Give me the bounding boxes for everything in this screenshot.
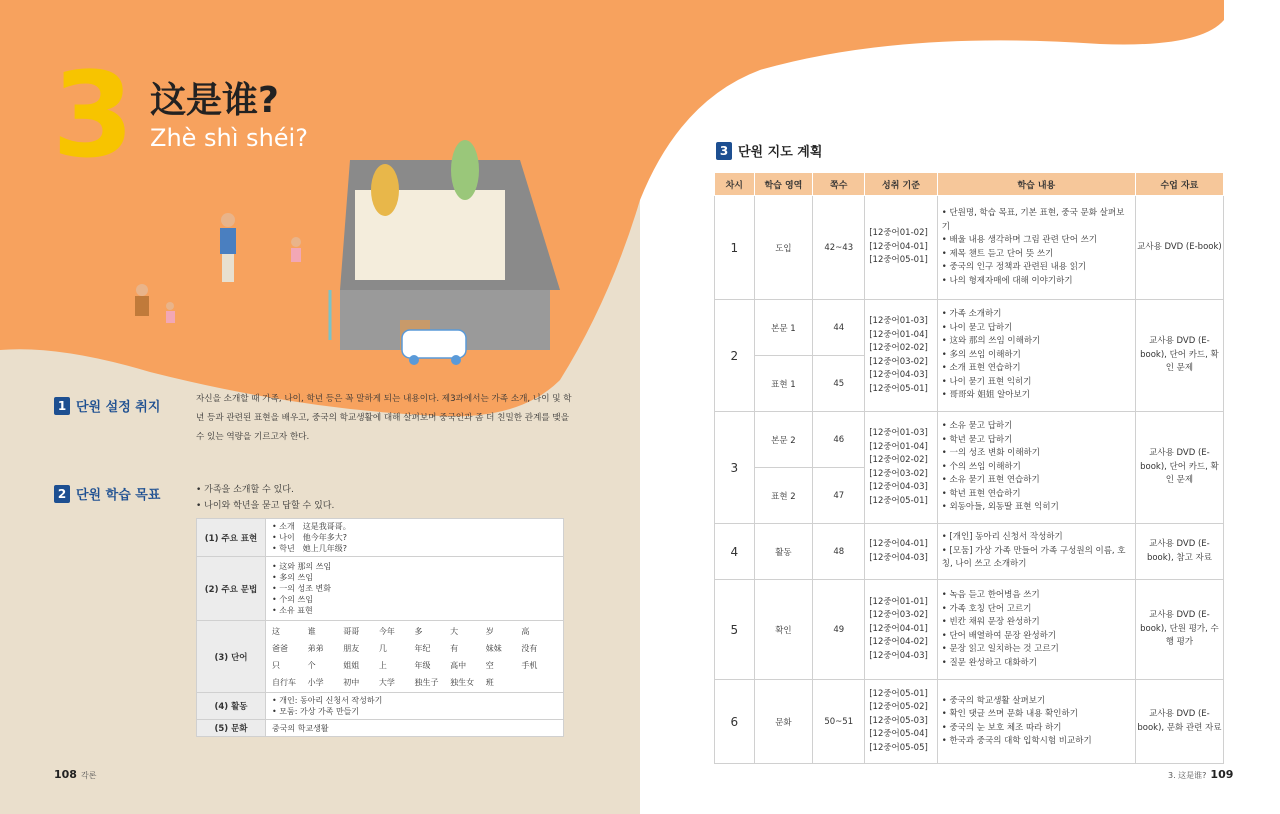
vocab-word: 没有 xyxy=(521,643,538,653)
content-item: • 단원명, 학습 목표, 기본 표현, 중국 문화 살펴보기 xyxy=(942,207,1131,234)
row-content xyxy=(266,621,564,693)
table-row xyxy=(715,196,1224,300)
materials-cell: 교사용 DVD (E-book), 참고 자료 xyxy=(1135,524,1223,580)
content-item: • 나이 묻기 표현 익히기 xyxy=(942,376,1131,390)
content-item: • 这와 那의 쓰임 이해하기 xyxy=(942,335,1131,349)
standard-code: [12중어04-03] xyxy=(869,370,928,380)
session-cell: 2 xyxy=(715,300,755,412)
standard-code: [12중어04-03] xyxy=(869,650,928,661)
unit-number: 3 xyxy=(52,46,135,184)
area-cell: 표현 2 xyxy=(754,468,813,524)
row-label: (2) 주요 문법 xyxy=(197,557,266,621)
vocab-word: 小学 xyxy=(307,677,324,687)
pages-cell: 49 xyxy=(813,580,865,680)
standard-code: [12중어01-04] xyxy=(869,441,928,452)
vocab-word: 年纪 xyxy=(414,643,431,653)
content-item: • [개인] 동아리 신청서 작성하기 xyxy=(942,531,1131,545)
content-item: • 중국의 인구 정책과 관련된 내용 읽기 xyxy=(942,261,1131,275)
section-number: 1 xyxy=(54,397,70,415)
table-row xyxy=(197,519,564,557)
content-item: • 단어 배열하여 문장 완성하기 xyxy=(942,630,1131,644)
table-row xyxy=(715,412,1224,468)
vocab-word: 只 xyxy=(272,660,280,670)
vocab-word: 有 xyxy=(450,643,459,653)
row-content xyxy=(266,557,564,621)
standard-code: [12중어04-01] xyxy=(869,241,928,252)
page-label: 3. 这是谁? xyxy=(1168,771,1207,780)
vocab-word: 独生女 xyxy=(450,677,475,687)
content-item: • 학년 표현 연습하기 xyxy=(942,488,1131,502)
materials-cell: 교사용 DVD (E-book) xyxy=(1135,196,1223,300)
goal-item: • 가족을 소개할 수 있다. xyxy=(196,482,334,498)
vocab-word: 年级 xyxy=(414,660,431,670)
content-item: • 가족 호칭 단어 고르기 xyxy=(942,603,1131,617)
list-item: • 개인: 동아리 신청서 작성하기 xyxy=(272,695,557,706)
content-item: • 가족 소개하기 xyxy=(942,308,1131,322)
standard-code: [12중어02-02] xyxy=(869,455,928,465)
content-item: • 소개 표현 연습하기 xyxy=(942,362,1131,376)
vocab-word: 上 xyxy=(378,660,387,670)
standards-cell xyxy=(865,300,938,412)
row-label: (4) 활동 xyxy=(197,693,266,720)
row-label: (3) 단어 xyxy=(197,621,266,693)
table-row xyxy=(715,300,1224,356)
row-content xyxy=(266,693,564,720)
vocab-word: 几 xyxy=(378,643,387,653)
standard-code: [12중어01-04] xyxy=(869,329,928,340)
standard-code: [12중어04-01] xyxy=(869,539,928,549)
table-row xyxy=(197,720,564,737)
list-item: • 학년 她上几年级? xyxy=(272,543,557,554)
session-cell: 6 xyxy=(715,680,755,764)
section-1-heading xyxy=(54,396,160,415)
unit-pinyin: Zhè shì shéi? xyxy=(150,124,308,152)
area-cell: 본문 1 xyxy=(754,300,813,356)
vocab-word: 姐姐 xyxy=(343,660,360,670)
standards-cell xyxy=(865,412,938,524)
page-number: 109 xyxy=(1210,768,1234,781)
content-cell xyxy=(937,196,1135,300)
section-number: 3 xyxy=(716,142,732,160)
standard-code: [12중어01-02] xyxy=(869,228,928,239)
goal-item: • 나이와 학년을 묻고 답할 수 있다. xyxy=(196,498,334,514)
standards-cell xyxy=(865,680,938,764)
unit-content-table xyxy=(196,518,564,737)
session-cell: 3 xyxy=(715,412,755,524)
column-header: 성취 기준 xyxy=(865,173,938,196)
vocab-word: 大 xyxy=(450,626,459,636)
standard-code: [12중어03-02] xyxy=(869,468,928,479)
table-row xyxy=(197,621,564,693)
content-cell xyxy=(937,524,1135,580)
row-content xyxy=(266,519,564,557)
vocab-word: 弟弟 xyxy=(307,643,324,653)
pages-cell: 47 xyxy=(813,468,865,524)
section-title: 단원 지도 계획 xyxy=(738,145,823,160)
area-cell: 확인 xyxy=(754,580,813,680)
area-cell: 활동 xyxy=(754,524,813,580)
vocab-word: 岁 xyxy=(485,626,494,636)
vocab-word: 大学 xyxy=(378,677,395,687)
content-item: • 녹음 듣고 한어병음 쓰기 xyxy=(942,589,1131,603)
section-title: 단원 학습 목표 xyxy=(76,488,161,503)
unit-title: 这是谁? xyxy=(150,80,279,121)
table-row xyxy=(715,580,1224,680)
standard-code: [12중어02-02] xyxy=(869,343,928,353)
standard-code: [12중어01-03] xyxy=(869,316,928,326)
pages-cell: 45 xyxy=(813,356,865,412)
row-content: 중국의 학교생활 xyxy=(266,720,564,737)
content-item: • 한국과 중국의 대학 입학시험 비교하기 xyxy=(942,735,1131,749)
table-row xyxy=(715,524,1224,580)
vocab-grid xyxy=(272,626,557,688)
standard-code: [12중어05-05] xyxy=(869,742,928,753)
section-3-heading xyxy=(716,141,822,160)
standard-code: [12중어05-01] xyxy=(869,255,928,266)
content-item: • 个의 쓰임 이해하기 xyxy=(942,461,1131,475)
standard-code: [12중어04-03] xyxy=(869,482,928,492)
page-label: 각론 xyxy=(80,771,97,780)
content-item: • 제목 챈트 듣고 단어 뜻 쓰기 xyxy=(942,248,1131,262)
section-2-heading xyxy=(54,484,160,503)
table-row xyxy=(715,680,1224,764)
standards-cell xyxy=(865,524,938,580)
content-cell xyxy=(937,680,1135,764)
list-item: • 这와 那의 쓰임 xyxy=(272,561,557,572)
content-item: • 배울 내용 생각하며 그림 관련 단어 쓰기 xyxy=(942,234,1131,248)
standard-code: [12중어01-01] xyxy=(869,596,928,607)
content-item: • 확인 댓글 쓰며 문화 내용 확인하기 xyxy=(942,708,1131,722)
table-row xyxy=(197,557,564,621)
standard-code: [12중어05-01] xyxy=(869,688,928,699)
vocab-word: 自行车 xyxy=(272,677,296,687)
vocab-word: 空 xyxy=(485,660,494,670)
pages-cell: 42~43 xyxy=(813,196,865,300)
list-item: • 一의 성조 변화 xyxy=(272,583,557,594)
materials-cell: 교사용 DVD (E-book), 단어 카드, 확인 문제 xyxy=(1135,300,1223,412)
pages-cell: 50~51 xyxy=(813,680,865,764)
list-item: • 나이 他今年多大? xyxy=(272,532,557,543)
session-cell: 1 xyxy=(715,196,755,300)
column-header: 학습 영역 xyxy=(754,173,813,196)
section-number: 2 xyxy=(54,485,70,503)
page-number: 108 xyxy=(54,768,77,781)
content-cell xyxy=(937,300,1135,412)
vocab-word: 高 xyxy=(521,626,530,636)
content-item: • 多의 쓰임 이해하기 xyxy=(942,349,1131,363)
content-item: • 중국의 눈 보호 체조 따라 하기 xyxy=(942,722,1131,736)
content-item: • 一의 성조 변화 이해하기 xyxy=(942,447,1131,461)
vocab-word: 个 xyxy=(307,660,316,670)
standard-code: [12중어05-01] xyxy=(869,495,928,506)
page-number-right xyxy=(1168,768,1233,781)
content-item: • 소유 묻기 표현 연습하기 xyxy=(942,474,1131,488)
pages-cell: 48 xyxy=(813,524,865,580)
vocab-word: 班 xyxy=(485,677,494,687)
materials-cell: 교사용 DVD (E-book), 단어 카드, 확인 문제 xyxy=(1135,412,1223,524)
content-cell xyxy=(937,580,1135,680)
list-item: • 소유 표현 xyxy=(272,605,557,616)
standards-cell xyxy=(865,196,938,300)
pages-cell: 44 xyxy=(813,300,865,356)
standard-code: [12중어04-03] xyxy=(869,552,928,563)
standard-code: [12중어01-03] xyxy=(869,428,928,438)
vocab-word: 朋友 xyxy=(343,643,360,653)
unit-plan-table xyxy=(714,172,1224,764)
vocab-word: 今年 xyxy=(378,626,395,636)
vocab-word: 初中 xyxy=(343,677,360,687)
list-item: • 모둠: 가상 가족 만들기 xyxy=(272,706,557,717)
vocab-word: 独生子 xyxy=(414,677,439,687)
list-item: • 多의 쓰임 xyxy=(272,572,557,583)
session-cell: 4 xyxy=(715,524,755,580)
list-item: • 소개 这是我哥哥。 xyxy=(272,521,557,532)
standard-code: [12중어04-01] xyxy=(869,623,928,634)
table-row xyxy=(197,693,564,720)
vocab-word: 多 xyxy=(414,626,423,636)
area-cell: 문화 xyxy=(754,680,813,764)
column-header: 수업 자료 xyxy=(1135,173,1223,196)
content-item: • 질문 완성하고 대화하기 xyxy=(942,657,1131,671)
standards-cell xyxy=(865,580,938,680)
learning-goals xyxy=(196,482,334,514)
content-item: • 중국의 학교생활 살펴보기 xyxy=(942,695,1131,709)
section-1-text: 자신을 소개할 때 가족, 나이, 학년 등은 꼭 말하게 되는 내용이다. 제3과에서는 가족 소개, 나이 및 학년 등과 관련된 표현을 배우고, 중국의 학교생활에 대해 살펴보며 중국인과 좀 더 친밀한 관계를 맺을 수 있는 역량을 기르고자 한다. xyxy=(196,394,572,442)
row-label: (1) 주요 표현 xyxy=(197,519,266,557)
standard-code: [12중어03-02] xyxy=(869,610,928,621)
column-header: 차시 xyxy=(715,173,755,196)
column-header: 쪽수 xyxy=(813,173,865,196)
content-item: • 외동아들, 외동딸 표현 익히기 xyxy=(942,501,1131,515)
content-item: • 빈칸 채워 문장 완성하기 xyxy=(942,616,1131,630)
standard-code: [12중어04-02] xyxy=(869,637,928,648)
content-item: • 哥哥와 姐姐 알아보기 xyxy=(942,389,1131,403)
list-item: • 个의 쓰임 xyxy=(272,594,557,605)
vocab-word: 手机 xyxy=(521,660,538,670)
standard-code: [12중어05-04] xyxy=(869,729,928,740)
standard-code: [12중어05-01] xyxy=(869,383,928,394)
vocab-word: 妹妹 xyxy=(485,643,502,653)
content-item: • 나의 형제자매에 대해 이야기하기 xyxy=(942,275,1131,289)
section-title: 단원 설정 취지 xyxy=(76,400,161,415)
vocab-word: 谁 xyxy=(307,626,316,636)
vocab-word: 这 xyxy=(272,626,280,636)
table-header-row xyxy=(715,173,1224,196)
content-item: • 소유 묻고 답하기 xyxy=(942,420,1131,434)
standard-code: [12중어05-02] xyxy=(869,702,928,713)
content-item: • [모둠] 가상 가족 만들어 가족 구성원의 이름, 호칭, 나이 쓰고 소개하기 xyxy=(942,545,1131,572)
session-cell: 5 xyxy=(715,580,755,680)
content-cell xyxy=(937,412,1135,524)
row-label: (5) 문화 xyxy=(197,720,266,737)
content-item: • 나이 묻고 답하기 xyxy=(942,322,1131,336)
area-cell: 표현 1 xyxy=(754,356,813,412)
content-item: • 문장 읽고 일치하는 것 고르기 xyxy=(942,643,1131,657)
column-header: 학습 내용 xyxy=(937,173,1135,196)
vocab-word: 哥哥 xyxy=(343,626,360,636)
vocab-word xyxy=(521,677,557,688)
vocab-word: 爸爸 xyxy=(272,643,288,653)
vocab-word: 高中 xyxy=(450,660,467,670)
materials-cell: 교사용 DVD (E-book), 단원 평가, 수행 평가 xyxy=(1135,580,1223,680)
page-number-left xyxy=(54,768,96,781)
materials-cell: 교사용 DVD (E-book), 문화 관련 자료 xyxy=(1135,680,1223,764)
standard-code: [12중어05-03] xyxy=(869,715,928,726)
content-item: • 학년 묻고 답하기 xyxy=(942,434,1131,448)
pages-cell: 46 xyxy=(813,412,865,468)
area-cell: 본문 2 xyxy=(754,412,813,468)
standard-code: [12중어03-02] xyxy=(869,356,928,367)
area-cell: 도입 xyxy=(754,196,813,300)
